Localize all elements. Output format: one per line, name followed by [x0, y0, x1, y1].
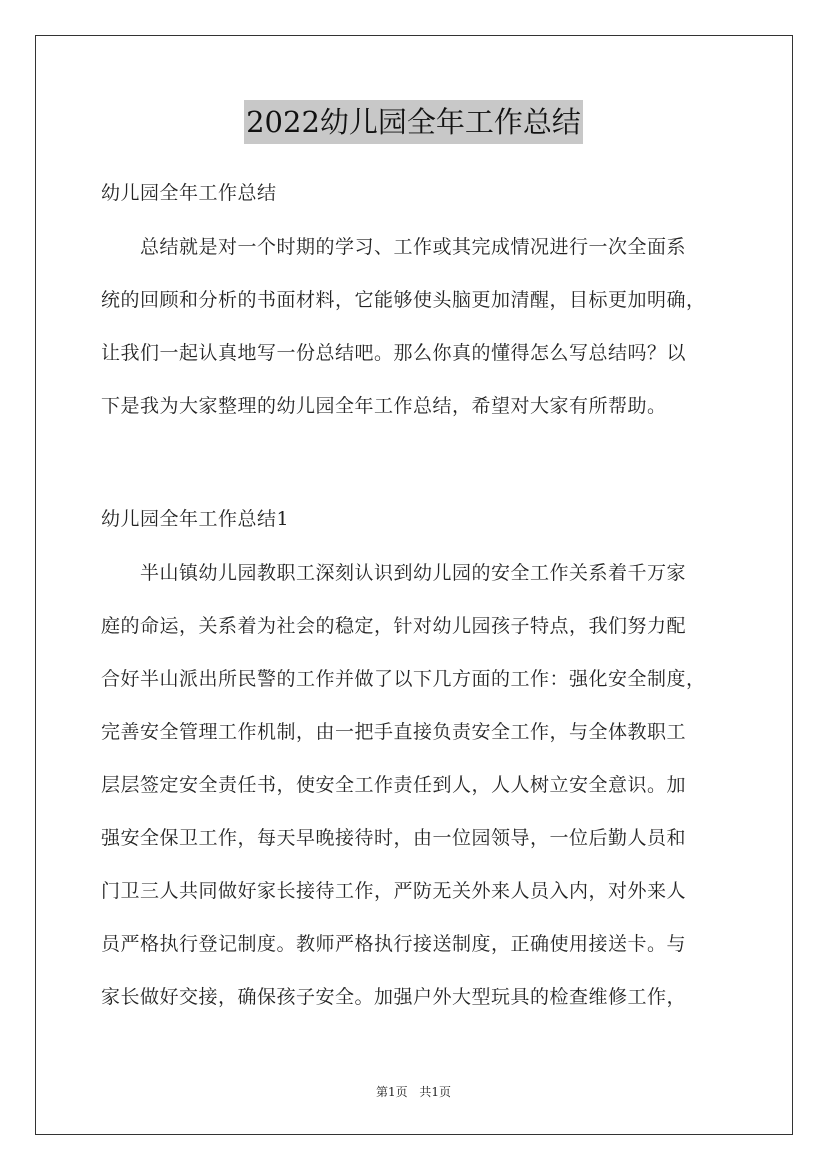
body-paragraph	[101, 562, 741, 1039]
page-total: 共1页	[419, 1085, 452, 1099]
document-title: 2022幼儿园全年工作总结	[244, 100, 583, 144]
paragraph-line: 统的回顾和分析的书面材料，它能够使头脑更加清醒，目标更加明确，	[101, 289, 706, 311]
section-heading: 幼儿园全年工作总结1	[101, 508, 290, 530]
paragraph-line: 下是我为大家整理的幼儿园全年工作总结，希望对大家有所帮助。	[101, 395, 667, 417]
paragraph-line: 庭的命运，关系着为社会的稳定，针对幼儿园孩子特点，我们努力配	[101, 615, 687, 637]
paragraph-line: 层层签定安全责任书，使安全工作责任到人，人人树立安全意识。加	[101, 774, 687, 796]
paragraph-line: 员严格执行登记制度。教师严格执行接送制度，正确使用接送卡。与	[101, 933, 687, 955]
paragraph-line: 门卫三人共同做好家长接待工作，严防无关外来人员入内，对外来人	[101, 880, 687, 902]
paragraph-line: 让我们一起认真地写一份总结吧。那么你真的懂得怎么写总结吗？以	[101, 342, 687, 364]
page-number: 第1页	[375, 1085, 408, 1099]
title-container	[0, 100, 827, 144]
paragraph-line: 合好半山派出所民警的工作并做了以下几方面的工作：强化安全制度，	[101, 668, 706, 690]
paragraph-line: 家长做好交接，确保孩子安全。加强户外大型玩具的检查维修工作，	[101, 986, 687, 1008]
section-heading: 幼儿园全年工作总结	[101, 182, 277, 204]
paragraph-line: 强安全保卫工作，每天早晚接待时，由一位园领导，一位后勤人员和	[101, 827, 687, 849]
paragraph-line: 完善安全管理工作机制，由一把手直接负责安全工作，与全体教职工	[101, 721, 687, 743]
page-footer	[0, 1083, 827, 1100]
intro-paragraph	[101, 236, 741, 448]
paragraph-line: 半山镇幼儿园教职工深刻认识到幼儿园的安全工作关系着千万家	[101, 562, 687, 584]
paragraph-line: 总结就是对一个时期的学习、工作或其完成情况进行一次全面系	[101, 236, 687, 258]
